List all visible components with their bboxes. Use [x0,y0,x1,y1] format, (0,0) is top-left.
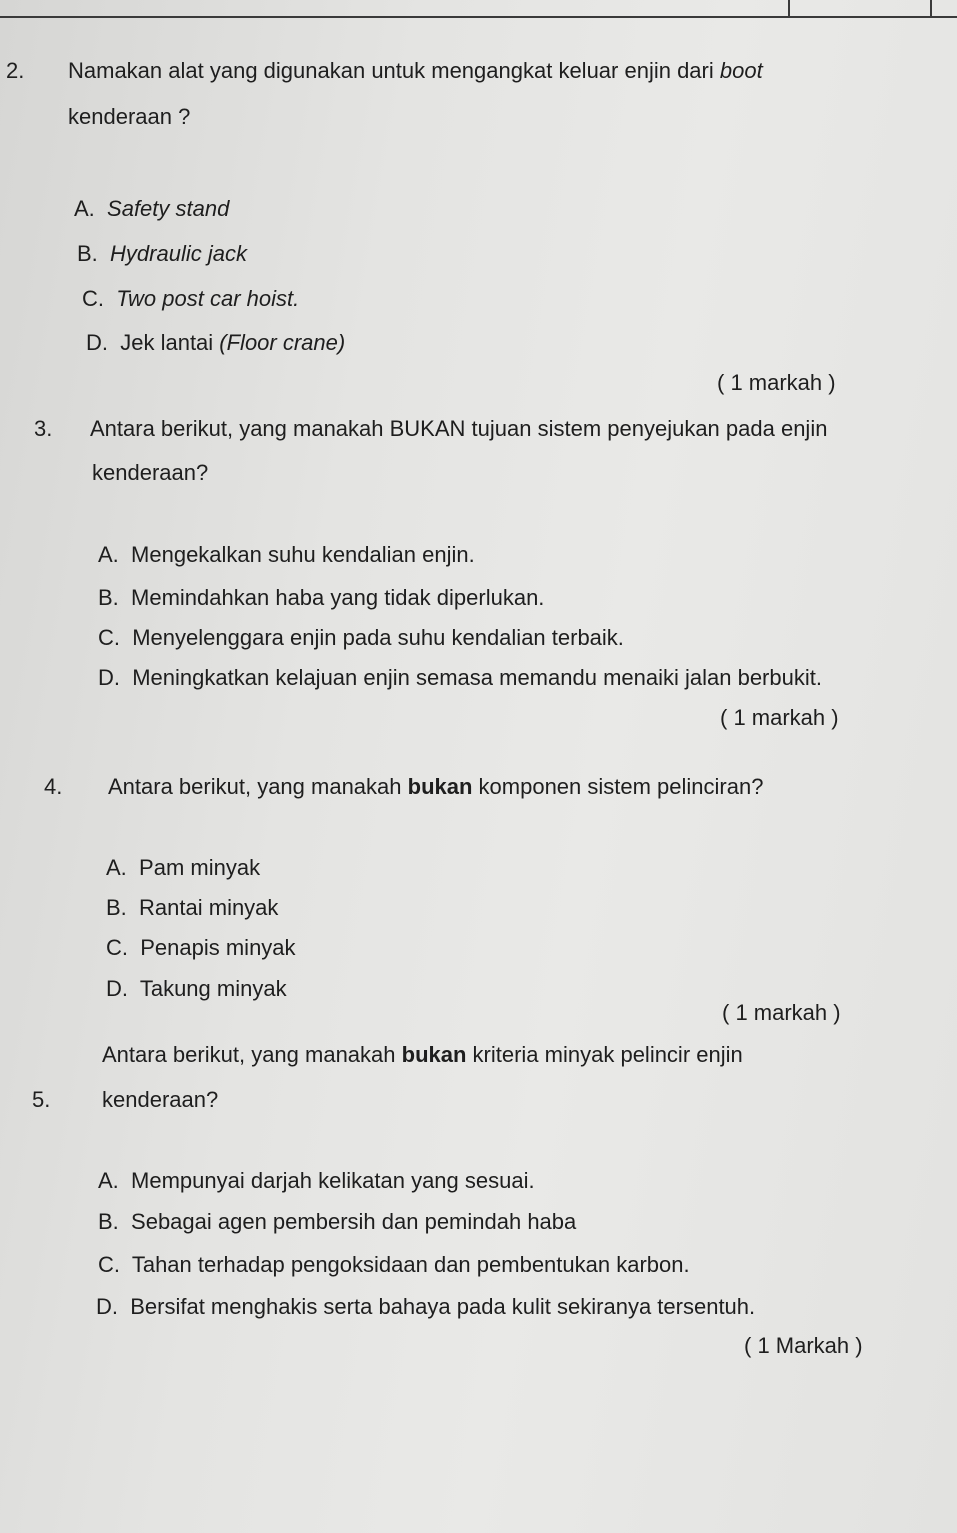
question-number: 2. [6,58,25,83]
answer-option: C. Penapis minyak [106,935,296,960]
answer-option: B. Rantai minyak [106,895,279,920]
answer-option: D. Bersifat menghakis serta bahaya pada kulit sekiranya tersentuh. [96,1294,756,1319]
question-stem: Antara berikut, yang manakah BUKAN tujuan sistem penyejukan pada enjin [90,416,828,441]
answer-option: C. Two post car hoist. [82,286,300,311]
answer-option: B. Hydraulic jack [77,241,247,266]
header-divider [930,0,932,17]
question-stem-continued: kenderaan ? [68,104,191,129]
answer-option: A. Pam minyak [106,855,261,880]
question-stem: Antara berikut, yang manakah bukan kriteria minyak pelincir enjin [102,1042,743,1067]
marks-label: ( 1 markah ) [722,1000,841,1025]
question-stem: Antara berikut, yang manakah bukan komponen sistem pelinciran? [108,774,764,799]
marks-label: ( 1 Markah ) [744,1333,863,1358]
answer-option: C. Menyelenggara enjin pada suhu kendalian terbaik. [98,625,624,650]
question-number: 3. [34,416,53,441]
answer-option: D. Meningkatkan kelajuan enjin semasa memandu menaiki jalan berbukit. [98,665,822,690]
answer-option: A. Mengekalkan suhu kendalian enjin. [98,542,475,567]
question-stem-continued: kenderaan? [92,460,209,485]
answer-option: B. Sebagai agen pembersih dan pemindah haba [98,1209,577,1234]
answer-option: C. Tahan terhadap pengoksidaan dan pembentukan karbon. [98,1252,690,1277]
answer-option: D. Jek lantai (Floor crane) [86,330,346,355]
answer-option: A. Safety stand [74,196,230,221]
answer-option: A. Mempunyai darjah kelikatan yang sesuai. [98,1168,535,1193]
question-number: 4. [44,774,63,799]
answer-option: B. Memindahkan haba yang tidak diperlukan. [98,585,545,610]
marks-label: ( 1 markah ) [720,705,839,730]
question-stem: Namakan alat yang digunakan untuk mengangkat keluar enjin dari boot [68,58,763,83]
header-rule [0,16,957,18]
answer-option: D. Takung minyak [106,976,287,1001]
question-number: 5. [32,1087,51,1112]
header-divider [788,0,790,17]
question-stem-continued: kenderaan? [102,1087,219,1112]
marks-label: ( 1 markah ) [717,370,836,395]
